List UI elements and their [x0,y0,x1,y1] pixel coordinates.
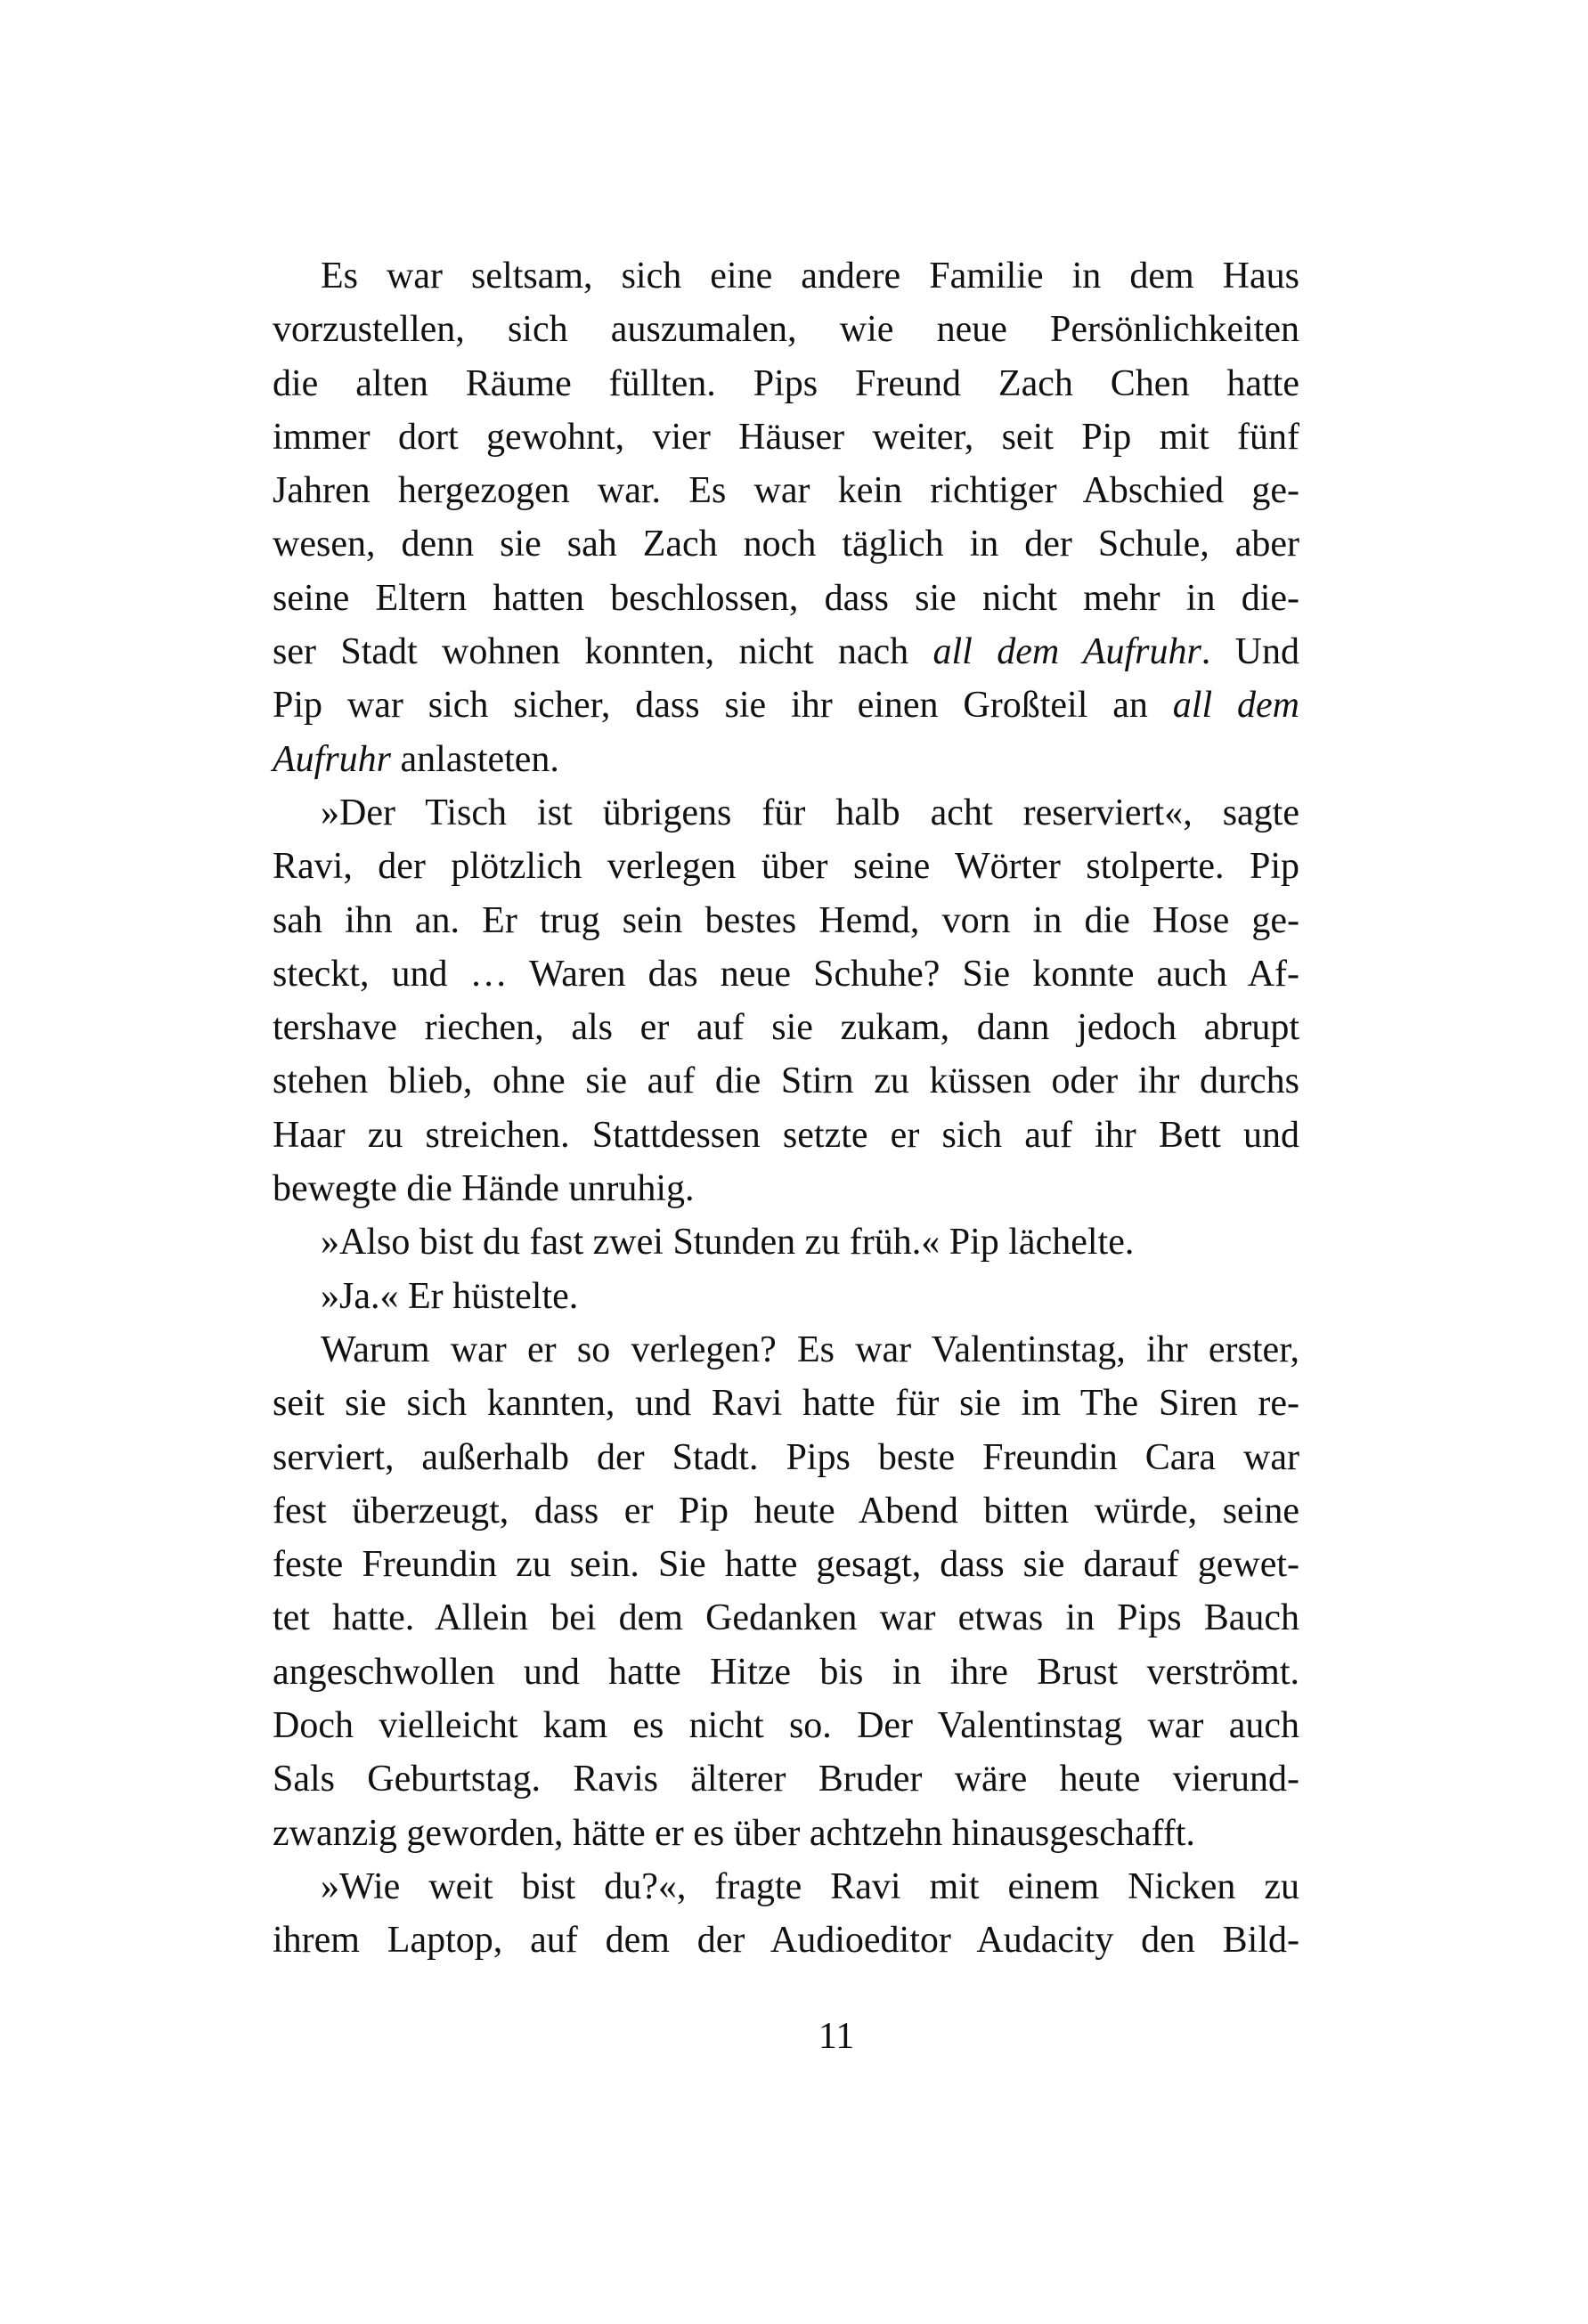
text-line [273,733,1299,786]
text-line: die alten Räume füllten. Pips Freund Zach Chen hatte [273,362,1299,404]
text-line [273,625,1299,679]
text-line: steckt, und … Waren das neue Schuhe? Sie konnte auch Af- [273,953,1299,995]
text-line: »Also bist du fast zwei Stunden zu früh.« Pip lächelte. [321,1222,1135,1264]
text-line: Jahren hergezogen war. Es war kein richtiger Abschied ge- [273,470,1299,512]
text-run: Pip war sich sicher, dass sie ihr einen Großteil an [273,685,1173,727]
text-line: sah ihn an. Er trug sein bestes Hemd, vorn in die Hose ge- [273,899,1299,941]
text-line [273,679,1299,732]
text-line: fest überzeugt, dass er Pip heute Abend bitten würde, seine [273,1490,1299,1532]
text-line: tershave riechen, als er auf sie zukam, dann jedoch abrupt [273,1007,1299,1049]
text-line: bewegte die Hände unruhig. [273,1168,695,1210]
italic-run: Aufruhr [273,738,392,780]
text-line: zwanzig geworden, hätte er es über achtzehn hinausgeschafft. [273,1812,1195,1854]
body-text [273,249,1299,1968]
text-line: wesen, denn sie sah Zach noch täglich in der Schule, aber [273,524,1299,565]
italic-run: all dem [1172,685,1299,727]
text-line: »Ja.« Er hüstelte. [321,1275,579,1317]
text-line: Es war seltsam, sich eine andere Familie in dem Haus [321,256,1299,297]
text-line: Sals Geburtstag. Ravis älterer Bruder wäre heute vierund- [273,1759,1299,1800]
text-line: tet hatte. Allein bei dem Gedanken war etwas in Pips Bauch [273,1597,1299,1639]
text-run: . Und [1201,631,1299,673]
text-run: ser Stadt wohnen konnten, nicht nach [273,631,933,673]
text-line: ihrem Laptop, auf dem der Audioeditor Audacity den Bild- [273,1920,1299,1962]
text-line: »Wie weit bist du?«, fragte Ravi mit einem Nicken zu [321,1865,1299,1907]
text-line: serviert, außerhalb der Stadt. Pips beste Freundin Cara war [273,1436,1299,1478]
text-line: Ravi, der plötzlich verlegen über seine Wörter stolperte. Pip [273,846,1299,888]
text-run: anlasteten. [391,738,559,780]
text-line: angeschwollen und hatte Hitze bis in ihre Brust verströmt. [273,1651,1299,1693]
text-line: vorzustellen, sich auszumalen, wie neue Persönlichkeiten [273,309,1299,351]
text-line: »Der Tisch ist übrigens für halb acht reserviert«, sagte [321,792,1299,833]
page-number: 11 [818,2016,855,2057]
text-line: feste Freundin zu sein. Sie hatte gesagt, dass sie darauf gewet- [273,1544,1299,1586]
italic-run: all dem Aufruhr [932,631,1201,673]
text-line: Doch vielleicht kam es nicht so. Der Valentinstag war auch [273,1705,1299,1747]
text-line: Haar zu streichen. Stattdessen setzte er sich auf ihr Bett und [273,1114,1299,1156]
text-line: immer dort gewohnt, vier Häuser weiter, seit Pip mit fünf [273,416,1299,458]
text-line: seit sie sich kannten, und Ravi hatte für sie im The Siren re- [273,1383,1299,1425]
text-line: stehen blieb, ohne sie auf die Stirn zu küssen oder ihr durchs [273,1060,1299,1102]
text-line: seine Eltern hatten beschlossen, dass sie nicht mehr in die- [273,577,1299,619]
text-line: Warum war er so verlegen? Es war Valentinstag, ihr erster, [321,1329,1299,1370]
